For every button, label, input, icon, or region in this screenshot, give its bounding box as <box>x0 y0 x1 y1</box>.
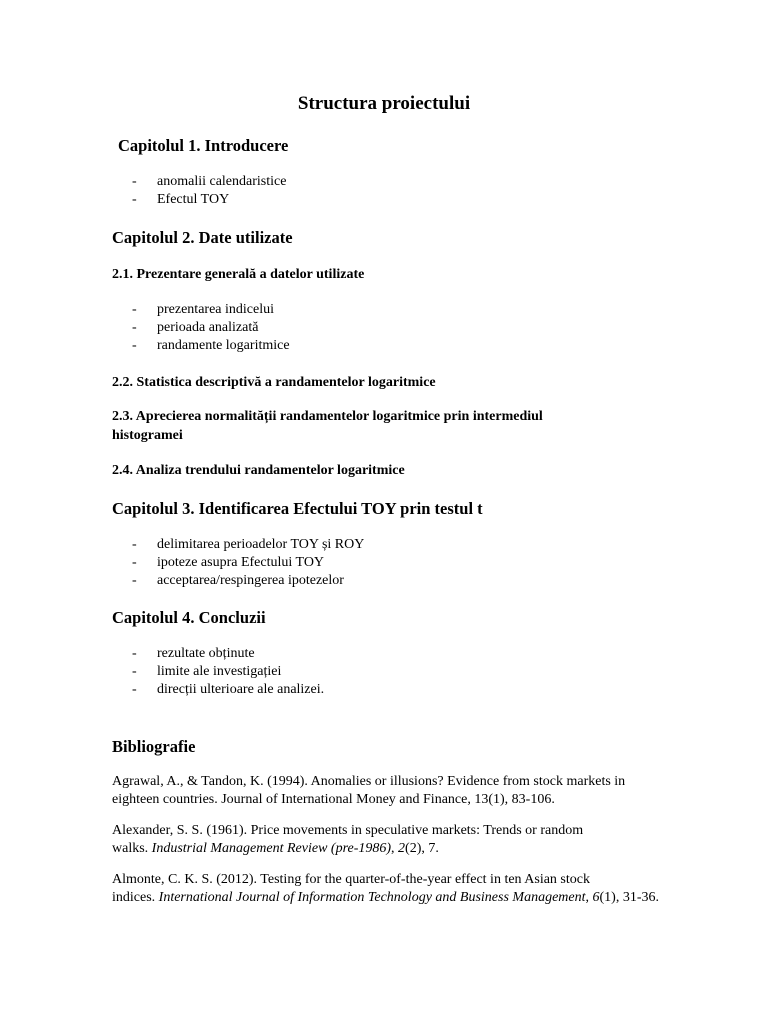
list-item: - ipoteze asupra Efectului TOY <box>132 555 325 570</box>
bibliography-heading: Bibliografie <box>112 737 196 756</box>
section-2-4-heading: 2.4. Analiza trendului randamentelor logaritmice <box>112 463 405 478</box>
section-2-2-heading: 2.2. Statistica descriptivă a randamentelor logaritmice <box>112 375 436 390</box>
list-item: - anomalii calendaristice <box>132 174 287 189</box>
list-item: - randamente logaritmice <box>132 338 290 353</box>
chapter-3-list <box>132 536 364 590</box>
page-title: Structura proiectului <box>297 93 471 114</box>
volume: 2 <box>398 841 406 856</box>
list-item: - acceptarea/respingerea ipotezelor <box>132 573 344 588</box>
section-2-1-heading: 2.1. Prezentare generală a datelor utilizate <box>112 267 365 282</box>
bib-line: eighteen countries. Journal of International Money and Finance, 13(1), 83-106. <box>112 792 555 807</box>
list-item: - delimitarea perioadelor TOY și ROY <box>132 537 365 552</box>
chapter-2-heading: Capitolul 2. Date utilizate <box>112 228 293 247</box>
chapter-4-heading: Capitolul 4. Concluzii <box>112 608 266 627</box>
volume: 6 <box>592 890 600 905</box>
list-item: - direcții ulterioare ale analizei. <box>132 682 325 697</box>
chapter-1-list <box>132 173 286 209</box>
bib-line: Alexander, S. S. (1961). Price movements in speculative markets: Trends or random <box>112 823 584 838</box>
bib-line: indices. International Journal of Information Technology and Business Management, 6(1), 31-36. <box>112 890 659 905</box>
chapter-1-heading: Capitolul 1. Introducere <box>118 136 289 155</box>
journal-title: International Journal of Information Technology and Business Management <box>158 890 586 905</box>
bib-line: walks. Industrial Management Review (pre-1986), 2(2), 7. <box>112 841 439 856</box>
list-item: - prezentarea indicelui <box>132 302 274 317</box>
list-item: - perioada analizată <box>132 320 259 335</box>
list-item: - Efectul TOY <box>132 192 230 207</box>
section-2-3-heading: 2.3. Aprecierea normalității randamentelor logaritmice prin intermediul histogramei <box>112 409 543 443</box>
list-item: - rezultate obținute <box>132 646 255 661</box>
bibliography-entry <box>112 871 672 907</box>
list-item: - limite ale investigației <box>132 664 282 679</box>
bib-line: Almonte, C. K. S. (2012). Testing for the quarter-of-the-year effect in ten Asian stock <box>112 872 590 887</box>
chapter-3-heading: Capitolul 3. Identificarea Efectului TOY prin testul t <box>112 499 483 518</box>
bibliography-entry <box>112 773 672 809</box>
journal-title: Industrial Management Review (pre-1986) <box>151 841 392 856</box>
section-2-1-list <box>132 301 290 355</box>
chapter-4-list <box>132 645 324 699</box>
bibliography-entry <box>112 822 672 858</box>
bib-line: Agrawal, A., & Tandon, K. (1994). Anomalies or illusions? Evidence from stock markets in <box>112 774 626 789</box>
